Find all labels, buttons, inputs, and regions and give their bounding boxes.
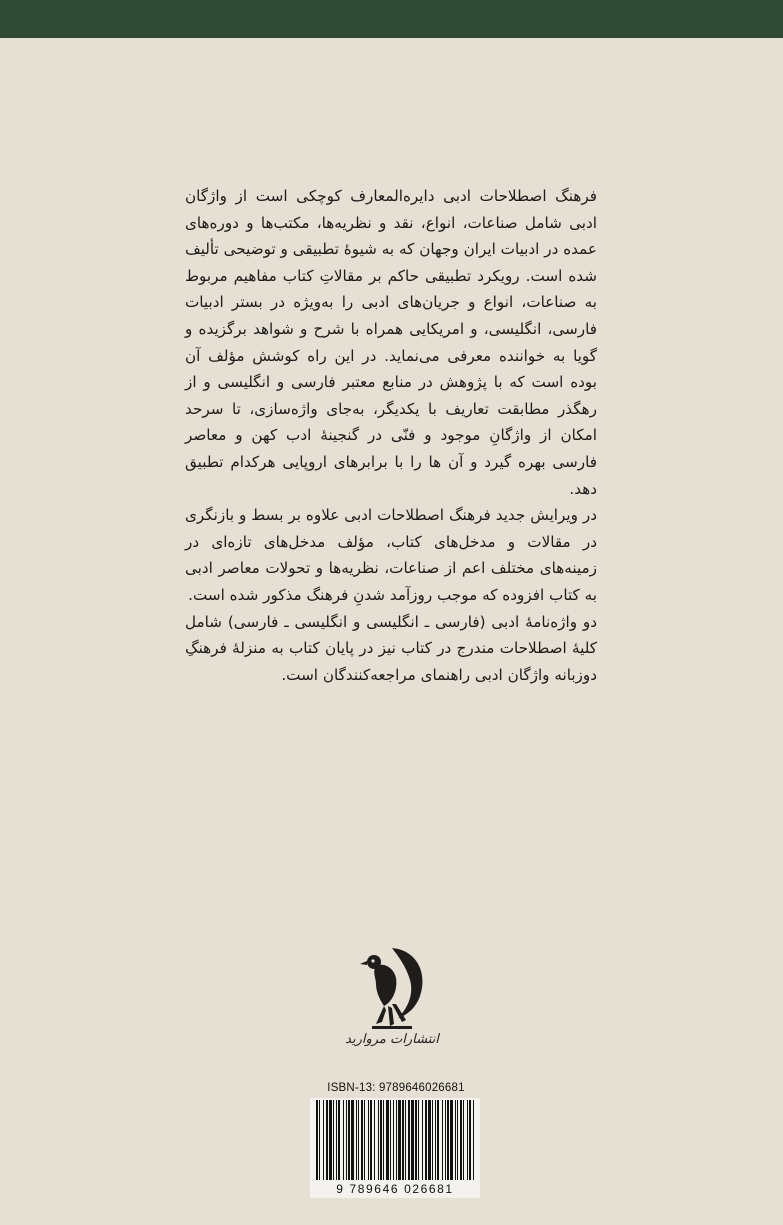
barcode-bar [418,1100,419,1180]
description-paragraph-1: فرهنگ اصطلاحات ادبی دایره‌المعارف کوچکی است از واژگان ادبی شامل صناعات، انواع، نقد و نظریه‌ها، مکتب‌ها و دوره‌های عمده در ادبیات ایران وجهان که به شیوۀ تطبیقی و توضیحی تألیف شده است. رویکرد تطبیقی حاکم بر مقالاتِ کتاب مفاهیم مربوط به صناعات، انواع و جریان‌های ادبی را به‌ویژه در بستر ادبیات فارسی، انگلیسی، و امریکایی همراه با شرح و شواهد برگزیده و گویا به خواننده معرفی می‌نماید. در این راه کوشش مؤلف آن بوده است که با پژوهش در منابع معتبر فارسی و انگلیسی و از رهگذر مطابقت تعاریف با یکدیگر، به‌جای واژه‌سازی، تا سرحد امکان از واژگانِ موجود و فنّی در گنجینۀ ادب کهن و معاصر فارسی بهره گیرد و آن ها را با برابرهای اروپایی هرکدام تطبیق دهد. [185,187,597,498]
barcode-bar [343,1100,344,1180]
barcode-bar [380,1100,382,1180]
barcode-bar [390,1100,391,1180]
barcode-bar [383,1100,384,1180]
barcode-bar [338,1100,340,1180]
barcode-digits: 9 789646 026681 [336,1182,454,1196]
barcode-bar [455,1100,456,1180]
publisher-logo [336,940,448,1060]
barcode-bar [316,1100,318,1180]
barcode-bar [364,1100,365,1180]
barcode-bar [336,1100,337,1180]
top-green-band [0,0,783,38]
barcode-bar [356,1100,357,1180]
barcode-bar [370,1100,372,1180]
barcode-bar [428,1100,431,1180]
barcode-bar [329,1100,332,1180]
barcode-bar [358,1100,359,1180]
barcode-bar [386,1100,389,1180]
barcode-bar [346,1100,347,1180]
isbn-label: ISBN-13: 9789646026681 [327,1082,465,1094]
barcode-bar [425,1100,427,1180]
barcode-bar [411,1100,414,1180]
barcode-bar [460,1100,462,1180]
barcode-bar [445,1100,446,1180]
barcode-bars [310,1098,480,1182]
publisher-name: انتشارات مروارید [345,1032,439,1047]
barcode-bar [319,1100,320,1180]
barcode-bar [457,1100,458,1180]
barcode-bar [351,1100,354,1180]
barcode-bar [447,1100,449,1180]
barcode-bar [398,1100,401,1180]
barcode-bar [374,1100,375,1180]
barcode-bar [402,1100,404,1180]
barcode-bar [405,1100,406,1180]
barcode-bar [361,1100,363,1180]
barcode-bar [323,1100,324,1180]
barcode-bar [437,1100,439,1180]
barcode-bar [450,1100,453,1180]
barcode-bar [432,1100,433,1180]
barcode-bar [463,1100,464,1180]
barcode-bar [422,1100,423,1180]
barcode-bar [469,1100,471,1180]
barcode-bar [378,1100,379,1180]
barcode-bar [333,1100,334,1180]
bird-logo-icon [336,940,448,1032]
barcode-bar [415,1100,417,1180]
barcode-bar [408,1100,410,1180]
isbn-barcode [310,1098,480,1198]
barcode-bar [326,1100,328,1180]
barcode-bar [396,1100,397,1180]
barcode-bar [467,1100,468,1180]
barcode-bar [473,1100,474,1180]
barcode-bar [368,1100,369,1180]
description-paragraph-3: دو واژه‌نامۀ ادبی (فارسی ـ انگلیسی و انگلیسی ـ فارسی) شامل کلیۀ اصطلاحات مندرج در کتاب نیز در پایان کتاب به منزلۀ فرهنگِ دوزبانه واژگان ادبی راهنمای مراجعه‌کنندگان است. [185,612,597,684]
description-paragraph-2: در ویرایش جدید فرهنگ اصطلاحات ادبی علاوه بر بسط و بازنگری در مقالات و مدخل‌های کتاب، مؤلف مدخل‌های تازه‌ای در زمینه‌های مختلف اعم از صناعات، نظریه‌ها و تحولات معاصر ادبی به کتاب افزوده که موجب روزآمد شدنِ فرهنگ مذکور شده است. [185,506,597,604]
barcode-bar [435,1100,436,1180]
barcode-bar [348,1100,350,1180]
barcode-bar [442,1100,443,1180]
back-cover-description [185,183,597,688]
barcode-bar [393,1100,394,1180]
